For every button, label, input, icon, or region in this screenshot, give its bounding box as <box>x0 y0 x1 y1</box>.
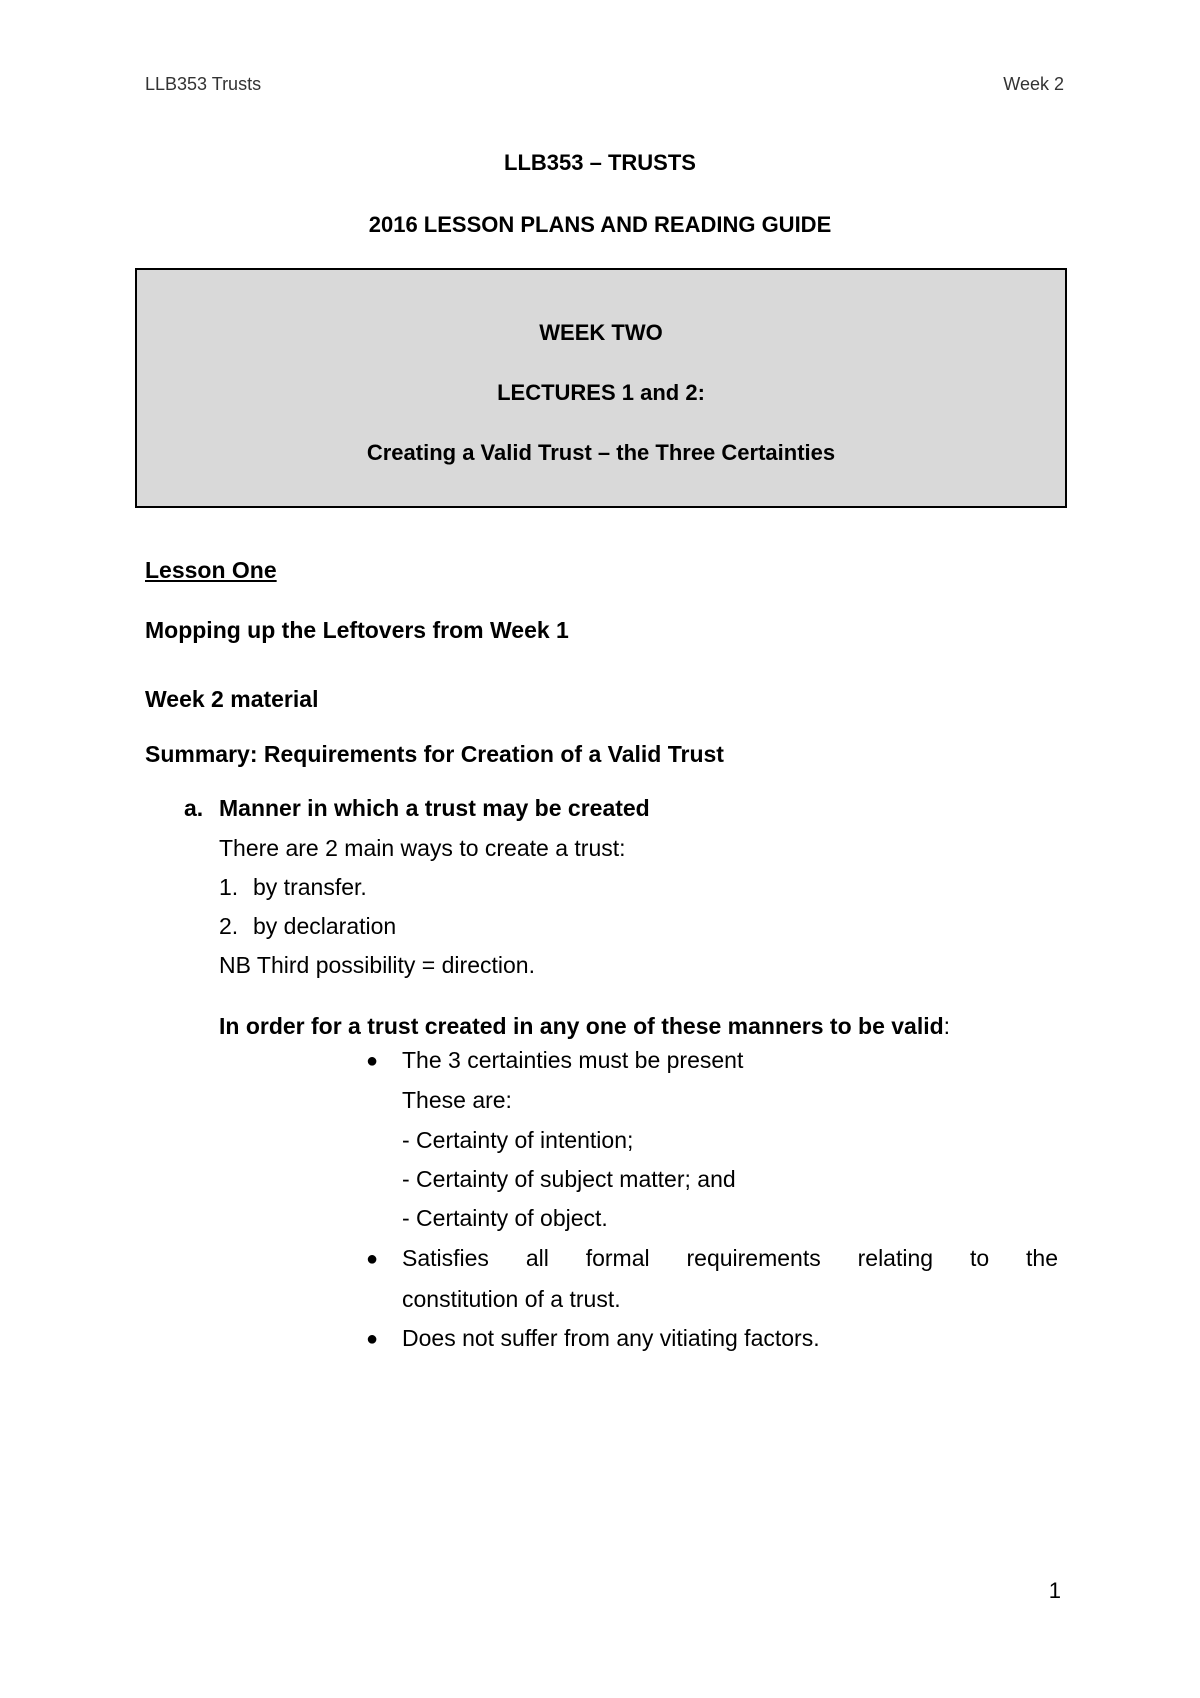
week-summary-box <box>135 268 1067 508</box>
course-title: LLB353 – TRUSTS <box>504 150 696 175</box>
these-are-label: These are: <box>402 1087 512 1113</box>
bullet-icon: ● <box>366 1248 379 1270</box>
bullet-2-line-2: constitution of a trust. <box>402 1286 621 1312</box>
item-a-title: Manner in which a trust may be created <box>219 795 650 821</box>
certainty-intention: - Certainty of intention; <box>402 1127 634 1153</box>
certainty-object: - Certainty of object. <box>402 1205 608 1231</box>
bullet-1-text: The 3 certainties must be present <box>402 1047 744 1073</box>
ways-intro: There are 2 main ways to create a trust: <box>219 835 626 861</box>
page-number: 1 <box>1048 1578 1061 1603</box>
way-2-text: by declaration <box>253 913 397 939</box>
leftovers-heading: Mopping up the Leftovers from Week 1 <box>145 617 569 643</box>
box-week-label: WEEK TWO <box>539 320 663 345</box>
material-heading: Week 2 material <box>145 686 319 712</box>
summary-heading: Summary: Requirements for Creation of a Valid Trust <box>145 741 724 767</box>
header-course-label: LLB353 Trusts <box>145 74 262 94</box>
header-week-label: Week 2 <box>1003 74 1064 94</box>
box-topic-label: Creating a Valid Trust – the Three Certainties <box>366 440 836 465</box>
list-marker-a: a. <box>184 795 204 821</box>
box-lectures-label: LECTURES 1 and 2: <box>497 380 705 405</box>
validity-intro-text: In order for a trust created in any one of these manners to be valid <box>219 1013 944 1039</box>
validity-intro-colon: : <box>943 1013 951 1039</box>
certainty-subject-matter: - Certainty of subject matter; and <box>402 1166 736 1192</box>
way-1-text: by transfer. <box>253 874 367 900</box>
guide-title: 2016 LESSON PLANS AND READING GUIDE <box>368 212 832 237</box>
bullet-icon: ● <box>366 1328 379 1350</box>
bullet-icon: ● <box>366 1050 379 1072</box>
lesson-heading: Lesson One <box>145 557 277 583</box>
validity-intro <box>219 1013 950 1040</box>
bullet-3-text: Does not suffer from any vitiating factors. <box>402 1325 820 1351</box>
bullet-2-line-1: Satisfies all formal requirements relating to the <box>402 1245 1058 1271</box>
nb-note: NB Third possibility = direction. <box>219 952 535 978</box>
way-1-number: 1. <box>219 874 239 900</box>
way-2-number: 2. <box>219 913 239 939</box>
